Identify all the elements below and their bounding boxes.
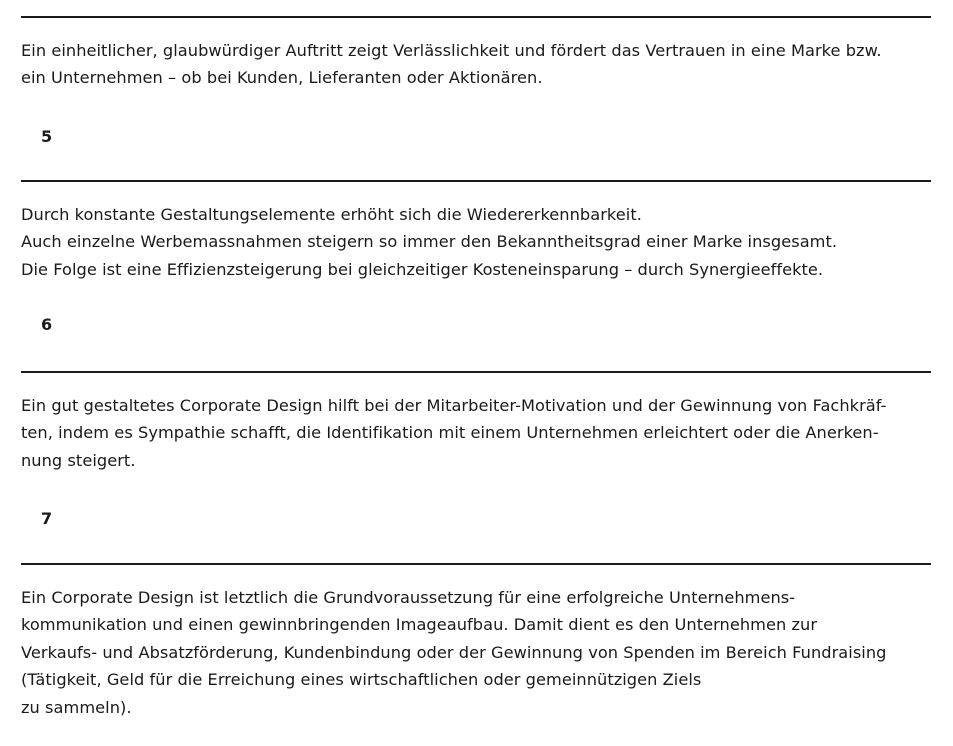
section-divider-2 bbox=[21, 180, 931, 182]
section-divider-3 bbox=[21, 371, 931, 373]
section-divider-4 bbox=[21, 563, 931, 565]
paragraph-3 bbox=[21, 392, 941, 474]
paragraph-3-line-1: Ein gut gestaltetes Corporate Design hilft bei der Mitarbeiter-Motivation und der Gewinnung von Fachkräf- bbox=[21, 396, 887, 415]
paragraph-1-line-1: Ein einheitlicher, glaubwürdiger Auftritt zeigt Verlässlichkeit und fördert das Vertrauen in eine Marke bzw. bbox=[21, 41, 882, 60]
paragraph-2-line-3: Die Folge ist eine Effizienzsteigerung bei gleichzeitiger Kosteneinsparung – durch Synergieeffekte. bbox=[21, 259, 824, 279]
paragraph-2-line-1: Durch konstante Gestaltungselemente erhöht sich die Wiedererkennbarkeit. bbox=[21, 205, 642, 224]
paragraph-4-line-5: zu sammeln). bbox=[21, 697, 132, 717]
section-number-7: 7 bbox=[41, 509, 53, 528]
paragraph-1-line-2: ein Unternehmen – ob bei Kunden, Lieferanten oder Aktionären. bbox=[21, 68, 543, 88]
paragraph-4-line-4: (Tätigkeit, Geld für die Erreichung eines wirtschaftlichen oder gemeinnützigen Ziels bbox=[21, 670, 702, 690]
paragraph-4-line-3: Verkaufs- und Absatzförderung, Kundenbindung oder der Gewinnung von Spenden im Bereich Fundraising bbox=[21, 642, 887, 662]
paragraph-1 bbox=[21, 37, 941, 92]
paragraph-3-line-2: ten, indem es Sympathie schafft, die Identifikation mit einem Unternehmen erleichtert oder die Anerken- bbox=[21, 423, 879, 443]
paragraph-2-line-2: Auch einzelne Werbemassnahmen steigern so immer den Bekanntheitsgrad einer Marke insgesamt. bbox=[21, 232, 838, 252]
paragraph-4 bbox=[21, 584, 941, 721]
section-number-6: 6 bbox=[41, 315, 53, 334]
section-number-5: 5 bbox=[41, 127, 53, 146]
paragraph-4-line-1: Ein Corporate Design ist letztlich die Grundvoraussetzung für eine erfolgreiche Unternehmens- bbox=[21, 588, 796, 607]
section-divider-1 bbox=[21, 16, 931, 18]
paragraph-2 bbox=[21, 201, 941, 283]
paragraph-4-line-2: kommunikation und einen gewinnbringenden Imageaufbau. Damit dient es den Unternehmen zur bbox=[21, 615, 818, 635]
paragraph-3-line-3: nung steigert. bbox=[21, 450, 136, 470]
